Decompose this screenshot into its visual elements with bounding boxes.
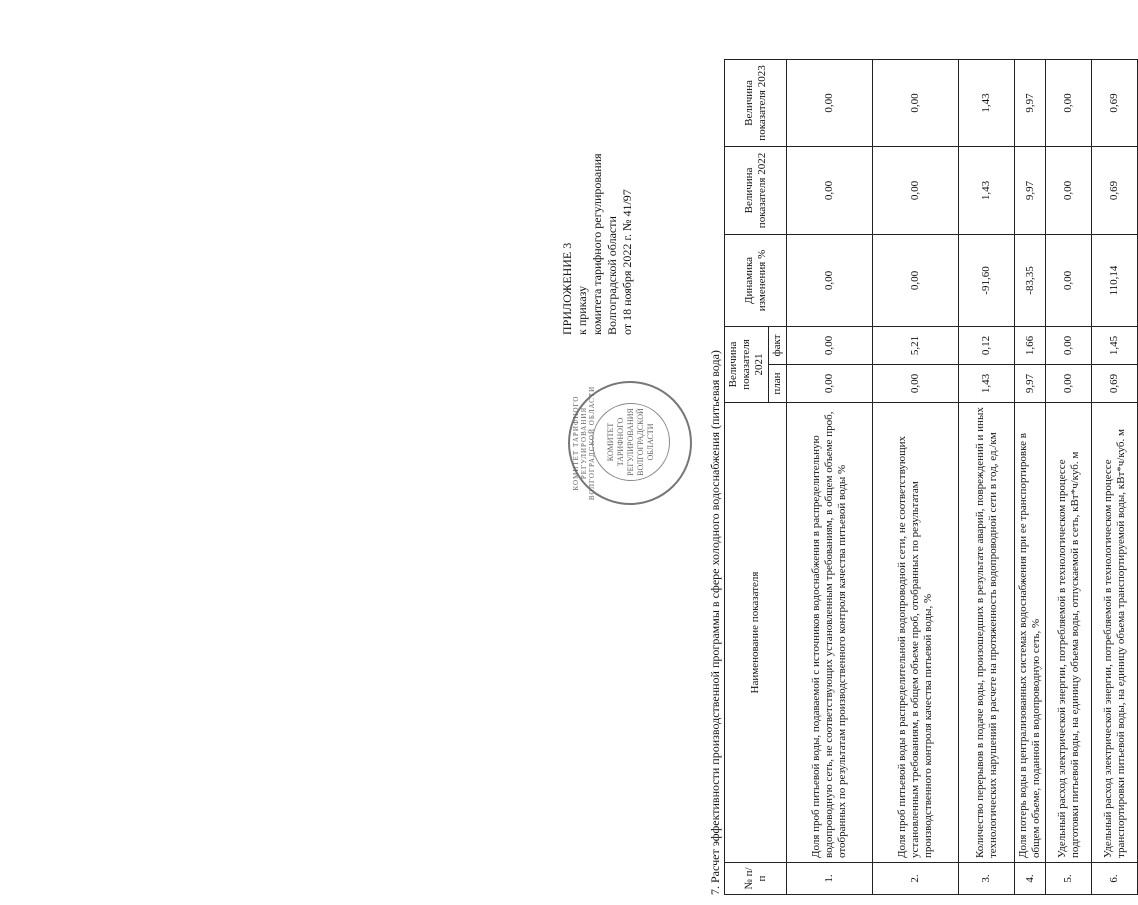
header-dynamics: Динамика изменения % bbox=[725, 234, 787, 326]
row-2022: 0,00 bbox=[787, 146, 873, 234]
row-2023: 0,69 bbox=[1092, 59, 1138, 146]
header-plan: план bbox=[769, 365, 787, 403]
appendix-line-4: от 18 ноября 2022 г. № 41/97 bbox=[620, 189, 634, 335]
row-num: 1. bbox=[787, 863, 873, 895]
row-name: Доля потерь воды в централизованных системах водоснабжения при ее транспортировке в общем объеме, поданной в водопроводную сеть, % bbox=[1015, 403, 1046, 863]
row-dynamics: -91,60 bbox=[959, 234, 1015, 326]
row-dynamics: 110,14 bbox=[1092, 234, 1138, 326]
appendix-line-1: к приказу bbox=[575, 285, 589, 335]
row-2022: 0,00 bbox=[873, 146, 959, 234]
row-dynamics: 0,00 bbox=[787, 234, 873, 326]
row-2023: 0,00 bbox=[1046, 59, 1092, 146]
row-num: 5. bbox=[1046, 863, 1092, 895]
row-dynamics: -83,35 bbox=[1015, 234, 1046, 326]
appendix-line-3: Волгоградской области bbox=[605, 216, 619, 335]
header-2021: Величина показателя 2021 bbox=[725, 326, 769, 402]
seal-center-line: КОМИТЕТ bbox=[606, 422, 615, 462]
header-2022: Величина показателя 2022 bbox=[725, 146, 787, 234]
header-fact: факт bbox=[769, 326, 787, 364]
row-plan: 1,43 bbox=[959, 365, 1015, 403]
row-plan: 0,00 bbox=[787, 365, 873, 403]
row-plan: 9,97 bbox=[1015, 365, 1046, 403]
row-plan: 0,00 bbox=[1046, 365, 1092, 403]
rotated-document-page bbox=[560, 60, 1127, 895]
row-num: 4. bbox=[1015, 863, 1046, 895]
table-row bbox=[1046, 59, 1092, 894]
row-fact: 0,00 bbox=[1046, 326, 1092, 364]
row-fact: 1,66 bbox=[1015, 326, 1046, 364]
row-2022: 0,00 bbox=[1046, 146, 1092, 234]
row-num: 2. bbox=[873, 863, 959, 895]
row-2023: 1,43 bbox=[959, 59, 1015, 146]
table-row bbox=[959, 59, 1015, 894]
header-name: Наименование показателя bbox=[725, 403, 787, 863]
row-2022: 1,43 bbox=[959, 146, 1015, 234]
row-plan: 0,69 bbox=[1092, 365, 1138, 403]
seal-center-line: ВОЛГОГРАДСКОЙ bbox=[636, 408, 645, 476]
efficiency-table bbox=[724, 59, 1138, 895]
row-fact: 0,12 bbox=[959, 326, 1015, 364]
row-2023: 9,97 bbox=[1015, 59, 1046, 146]
row-num: 3. bbox=[959, 863, 1015, 895]
row-fact: 1,45 bbox=[1092, 326, 1138, 364]
row-fact: 5,21 bbox=[873, 326, 959, 364]
seal-center-line: ОБЛАСТИ bbox=[646, 423, 655, 461]
row-fact: 0,00 bbox=[787, 326, 873, 364]
table-row bbox=[1092, 59, 1138, 894]
table-row bbox=[787, 59, 873, 894]
seal-center bbox=[592, 403, 670, 481]
seal-center-line: ТАРИФНОГО bbox=[616, 417, 625, 467]
header-2023: Величина показателя 2023 bbox=[725, 59, 787, 146]
row-name: Количество перерывов в подаче воды, произошедших в результате аварий, повреждений и иных технологических нарушений в расчете на протяженность водопроводной сети в год, ед./км bbox=[959, 403, 1015, 863]
row-name: Удельный расход электрической энергии, потребляемой в технологическом процессе транспортировки питьевой воды, на единицу объема транспортируемой воды, кВт*ч/куб. м bbox=[1092, 403, 1138, 863]
appendix-line-2: комитета тарифного регулирования bbox=[590, 153, 604, 335]
row-plan: 0,00 bbox=[873, 365, 959, 403]
row-2023: 0,00 bbox=[787, 59, 873, 146]
row-dynamics: 0,00 bbox=[873, 234, 959, 326]
row-name: Доля проб питьевой воды, подаваемой с источников водоснабжения в распределительную водопроводную сеть, не соответствующих установленным требованиям, в общем объеме проб, отобранных по результатам производственного контроля качества питьевой воды % bbox=[787, 403, 873, 863]
row-2022: 0,69 bbox=[1092, 146, 1138, 234]
row-2023: 0,00 bbox=[873, 59, 959, 146]
row-dynamics: 0,00 bbox=[1046, 234, 1092, 326]
seal-ring-text: КОМИТЕТ ТАРИФНОГО РЕГУЛИРОВАНИЯ ВОЛГОГРАДСКОЙ ОБЛАСТИ bbox=[572, 385, 596, 501]
row-2022: 9,97 bbox=[1015, 146, 1046, 234]
table-row bbox=[1015, 59, 1046, 894]
row-name: Удельный расход электрической энергии, потребляемой в технологическом процессе подготовки питьевой воды, на единицу объема воды, отпускаемой в сеть, кВт*ч/куб. м bbox=[1046, 403, 1092, 863]
seal-center-line: РЕГУЛИРОВАНИЯ bbox=[626, 408, 635, 476]
header-num: № п/п bbox=[725, 863, 787, 895]
appendix-header bbox=[560, 65, 635, 335]
official-seal-stamp bbox=[568, 381, 692, 505]
section-title: 7. Расчет эффективности производственной программы в сфере холодного водоснабжения (питьевая вода) bbox=[708, 350, 722, 895]
appendix-title: ПРИЛОЖЕНИЕ 3 bbox=[560, 242, 574, 335]
row-name: Доля проб питьевой воды в распределительной водопроводной сети, не соответствующих установленным требованиям, в общем объеме проб, отобранных по результатам производственного контроля качества питьевой воды, % bbox=[873, 403, 959, 863]
row-num: 6. bbox=[1092, 863, 1138, 895]
table-row bbox=[873, 59, 959, 894]
